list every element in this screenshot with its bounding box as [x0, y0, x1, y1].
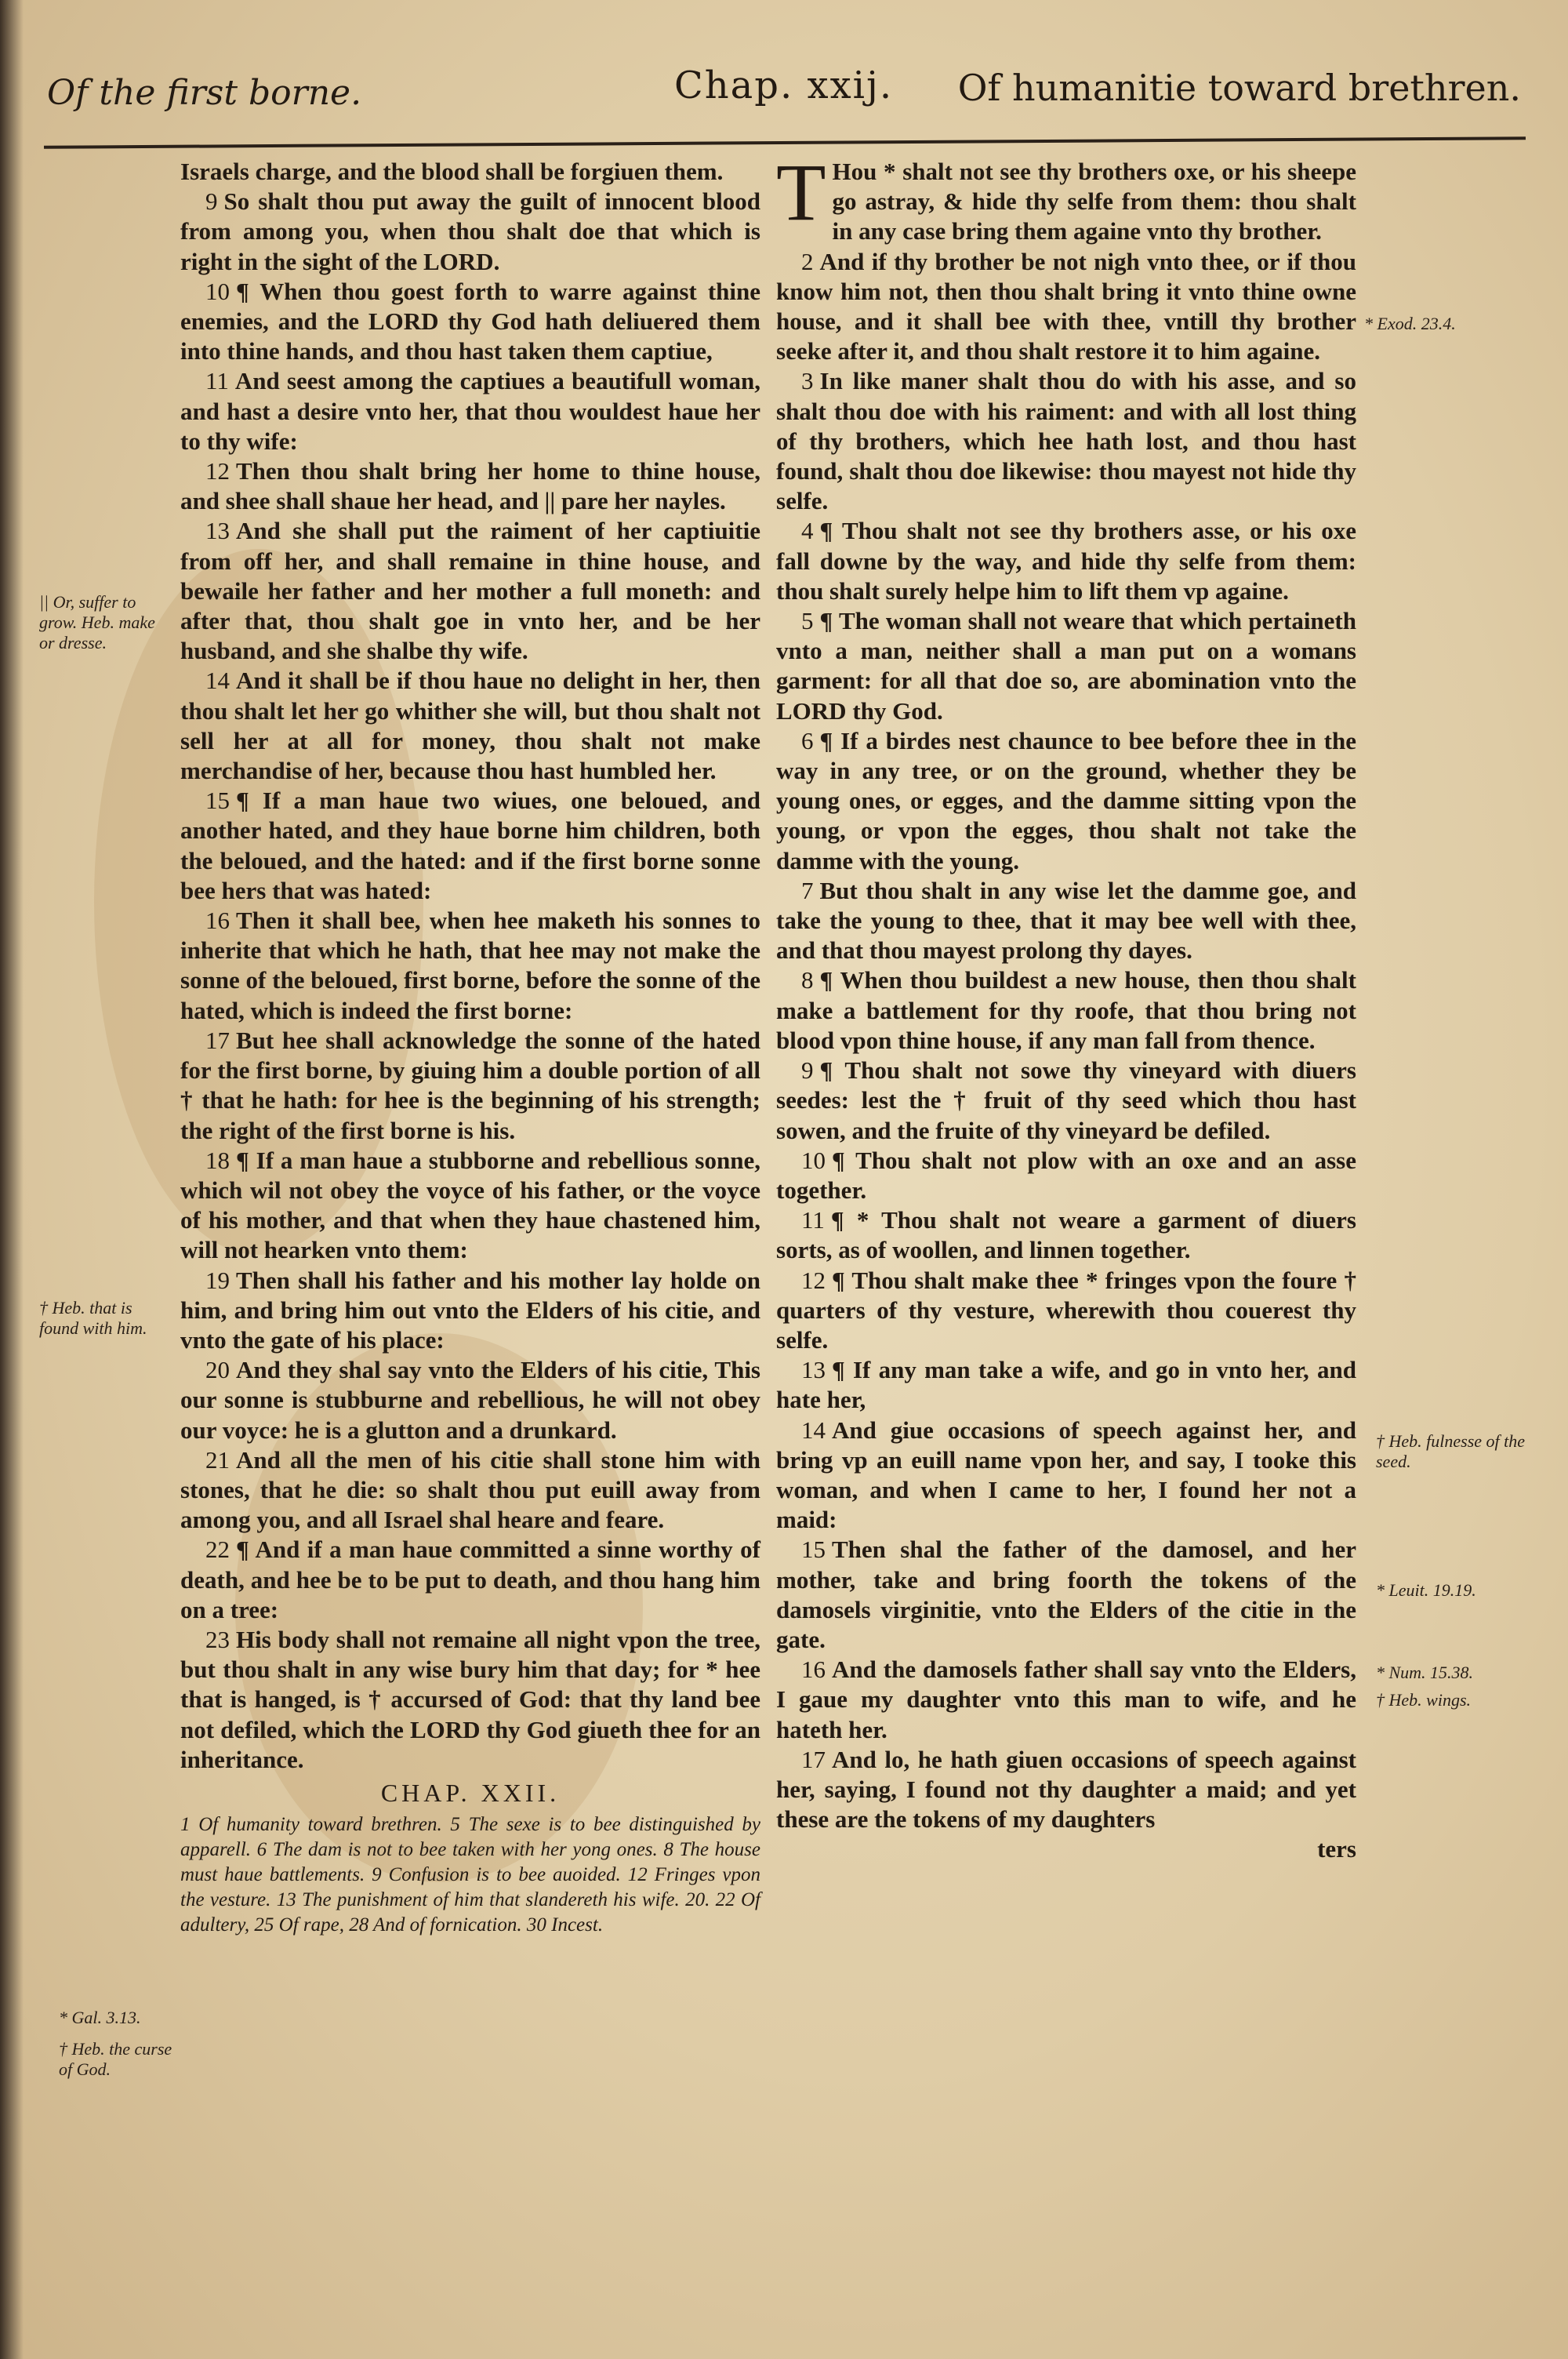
verse-number: 9: [205, 187, 218, 216]
verse-number: 23: [205, 1625, 230, 1653]
verse: 8 ¶ When thou buildest a new house, then thou shalt make a battlement for thy roofe, that thou bring not blood vpon thine house, if any man fall from thence.: [776, 966, 1356, 1054]
verse: 21 And all the men of his citie shall stone him with stones, that he die: so shalt thou put euill away from among you, and all Israel shal heare and feare.: [180, 1445, 760, 1534]
running-header: [47, 59, 1521, 122]
verse: 13 And she shall put the raiment of her captiuitie from off her, and shall remaine in thine house, and bewaile her father and her mother a full moneth: and after that, thou shalt goe in vnto her, and be her husband, and she shalbe thy wife.: [180, 517, 760, 665]
verse: 12 Then thou shalt bring her home to thine house, and shee shall shaue her head, and || pare her nayles.: [180, 457, 760, 515]
verse-number: 5: [801, 607, 814, 635]
verse-number: 22: [205, 1536, 230, 1564]
verse-number: 14: [801, 1416, 826, 1444]
margin-note: || Or, suffer to grow. Heb. make or dresse.: [39, 592, 155, 652]
verse: 7 But thou shalt in any wise let the damme goe, and take the young to thee, that it may bee well with thee, and that thou mayest prolong thy dayes.: [776, 876, 1356, 965]
margin-note: * Exod. 23.4.: [1364, 314, 1456, 333]
verse: 17 But hee shall acknowledge the sonne of the hated for the first borne, by giuing him a double portion of all † that he hath: for hee is the beginning of his strength; the right of the first borne is his.: [180, 1026, 760, 1144]
verse-number: 8: [801, 966, 814, 994]
verse: 12 ¶ Thou shalt make thee * fringes vpon the foure † quarters of thy vesture, wherewith thou couerest thy selfe.: [776, 1266, 1356, 1354]
verse: 4 ¶ Thou shalt not see thy brothers asse, or his oxe fall downe by the way, and hide thy selfe from them: thou shalt surely helpe him to lift them vp againe.: [776, 517, 1356, 605]
verse: T Hou * shalt not see thy brothers oxe, or his sheepe go astray, & hide thy selfe from them: thou shalt in any case bring them againe vnto thy brother.: [776, 147, 1356, 245]
verse-number: 15: [801, 1536, 826, 1564]
chapter-argument: 1 Of humanity toward brethren. 5 The sexe is to bee distinguished by apparell. 6 The dam is not to bee taken with her yong ones. 8 The house must haue battlements. 9 Confusion is to bee auoided. 12 Fringes vpon the vesture. 13 The punishment of him that slandereth his wife. 20. 22 Of adultery, 25 Of rape, 28 And of fornication. 30 Incest.: [180, 1814, 760, 1936]
verse: 16 And the damosels father shall say vnto the Elders, I gaue my daughter vnto this man to wife, and he hateth her.: [776, 1656, 1356, 1743]
verse-number: 9: [801, 1056, 814, 1085]
verse: 23 His body shall not remaine all night vpon the tree, but thou shalt in any wise bury him that day; for * hee that is hanged, is † accursed of God: that thy land bee not defiled, which the LORD thy God giueth thee for an inheritance.: [180, 1625, 760, 1773]
margin-note: † Heb. that is found with him.: [39, 1298, 147, 1338]
verse-number: 4: [801, 517, 814, 545]
verse-number: 16: [801, 1656, 826, 1684]
verse: 14 And it shall be if thou haue no delight in her, then thou shalt let her go whither she will, but thou shalt not sell her at all for money, thou shalt not make merchandise of her, because thou hast humbled her.: [180, 667, 760, 785]
verse-number: 15: [205, 787, 230, 815]
verse: 9 ¶ Thou shalt not sowe thy vineyard with diuers seedes: lest the † fruit of thy seed which thou hast sowen, and the fruite of thy vineyard be defiled.: [776, 1056, 1356, 1144]
verse-number: 21: [205, 1445, 230, 1474]
chapter-number: Chap. xxij.: [674, 64, 894, 107]
verse: 22 ¶ And if a man haue committed a sinne worthy of death, and hee be to be put to death, and thou hang him on a tree:: [180, 1536, 760, 1623]
verse-number: 14: [205, 667, 230, 695]
verse: 6 ¶ If a birdes nest chaunce to bee before thee in the way in any tree, or on the ground, whether they be young ones, or egges, and the damme sitting vpon the young, or vpon the egges, thou shalt not take the damme with the young.: [776, 726, 1356, 874]
verse-number: 10: [205, 277, 230, 305]
verse-number: 10: [801, 1146, 826, 1174]
verse: 11 ¶ * Thou shalt not weare a garment of diuers sorts, as of woollen, and linnen together.: [776, 1206, 1356, 1264]
margin-note: † Heb. wings.: [1376, 1690, 1471, 1710]
verse: 20 And they shal say vnto the Elders of his citie, This our sonne is stubburne and rebellious, he will not obey our voyce: he is a glutton and a drunkard.: [180, 1356, 760, 1444]
verse: 19 Then shall his father and his mother lay holde on him, and bring him out vnto the Elders of his citie, and vnto the gate of his place:: [180, 1266, 760, 1354]
margin-note: † Heb. the curse of God.: [59, 2039, 172, 2079]
verse: 13 ¶ If any man take a wife, and go in vnto her, and hate her,: [776, 1356, 1356, 1414]
verse-number: 13: [801, 1356, 826, 1384]
verse: 16 Then it shall bee, when hee maketh his sonnes to inherite that which he hath, that hee may not make the sonne of the beloued, first borne, before the sonne of the hated, which is indeed the first borne:: [180, 907, 760, 1024]
verse: 15 Then shal the father of the damosel, and her mother, take and bring foorth the tokens of the damosels virginitie, vnto the Elders of the citie in the gate.: [776, 1536, 1356, 1653]
verse: 18 ¶ If a man haue a stubborne and rebellious sonne, which wil not obey the voyce of his father, or the voyce of his mother, and that when they haue chastened him, will not hearken vnto them:: [180, 1146, 760, 1264]
verse: 11 And seest among the captiues a beautifull woman, and hast a desire vnto her, that thou wouldest haue her to thy wife:: [180, 367, 760, 455]
verse-number: 20: [205, 1356, 230, 1384]
verse: 15 ¶ If a man haue two wiues, one beloued, and another hated, and they haue borne him children, both the beloued, and the hated: and if the first borne sonne bee hers that was hated:: [180, 787, 760, 904]
verse: 3 In like maner shalt thou do with his asse, and so shalt thou doe with his raiment: and with all lost thing of thy brothers, which hee hath lost, and thou hast found, shalt thou doe likewise: thou mayest not hide thy selfe.: [776, 367, 1356, 515]
verse-number: 17: [205, 1026, 230, 1054]
verse: 9 So shalt thou put away the guilt of innocent blood from among you, when thou shalt doe that which is right in the sight of the LORD.: [180, 187, 760, 275]
verse-number: 7: [801, 876, 814, 904]
chapter-heading: CHAP. XXII.: [380, 1778, 561, 1807]
verse-number: 19: [205, 1266, 230, 1294]
verse-number: 11: [801, 1206, 825, 1234]
verse-number: 18: [205, 1146, 230, 1174]
verse: 10 ¶ When thou goest forth to warre against thine enemies, and the LORD thy God hath deliuered them into thine hands, and thou hast taken them captiue,: [180, 277, 760, 365]
page-edge-shadow: [0, 0, 24, 2359]
verse: Israels charge, and the blood shall be forgiuen them.: [180, 158, 724, 185]
margin-note: * Gal. 3.13.: [59, 2008, 141, 2027]
running-head-left: Of the first borne.: [47, 73, 362, 113]
verse: 10 ¶ Thou shalt not plow with an oxe and an asse together.: [776, 1146, 1356, 1204]
verse: 2 And if thy brother be not nigh vnto thee, or if thou know him not, then thou shalt bring it vnto thine owne house, and it shall bee with thee, vntill thy brother seeke after it, and thou shalt restore it to him againe.: [776, 247, 1356, 365]
right-column: [776, 147, 1356, 1865]
verse-number: 6: [801, 726, 814, 754]
left-column: [180, 157, 760, 1938]
verse: 14 And giue occasions of speech against her, and bring vp an euill name vpon her, and say, I tooke this woman, and when I came to her, I found her not a maid:: [776, 1416, 1356, 1534]
verse-number: 17: [801, 1745, 826, 1773]
verse-number: 3: [801, 367, 814, 395]
verse: 17 And lo, he hath giuen occasions of speech against her, saying, I found not thy daughter a maid; and yet these are the tokens of my daughters: [776, 1745, 1356, 1834]
margin-note: † Heb. fulnesse of the seed.: [1376, 1431, 1526, 1471]
margin-note: * Leuit. 19.19.: [1376, 1580, 1476, 1600]
verse-number: 16: [205, 907, 230, 935]
verse-number: 12: [205, 457, 230, 485]
drop-cap: T: [776, 147, 826, 238]
verse-number: 2: [801, 247, 814, 275]
verse-number: 13: [205, 517, 230, 545]
running-head-right: Of humanitie toward brethren.: [957, 67, 1521, 109]
margin-note: * Num. 15.38.: [1376, 1663, 1474, 1682]
verse-number: 11: [205, 367, 229, 395]
catchword: ters: [1317, 1835, 1356, 1863]
verse-number: 12: [801, 1266, 826, 1294]
verse: 5 ¶ The woman shall not weare that which pertaineth vnto a man, neither shall a man put on a womans garment: for all that doe so, are abomination vnto the LORD thy God.: [776, 607, 1356, 725]
